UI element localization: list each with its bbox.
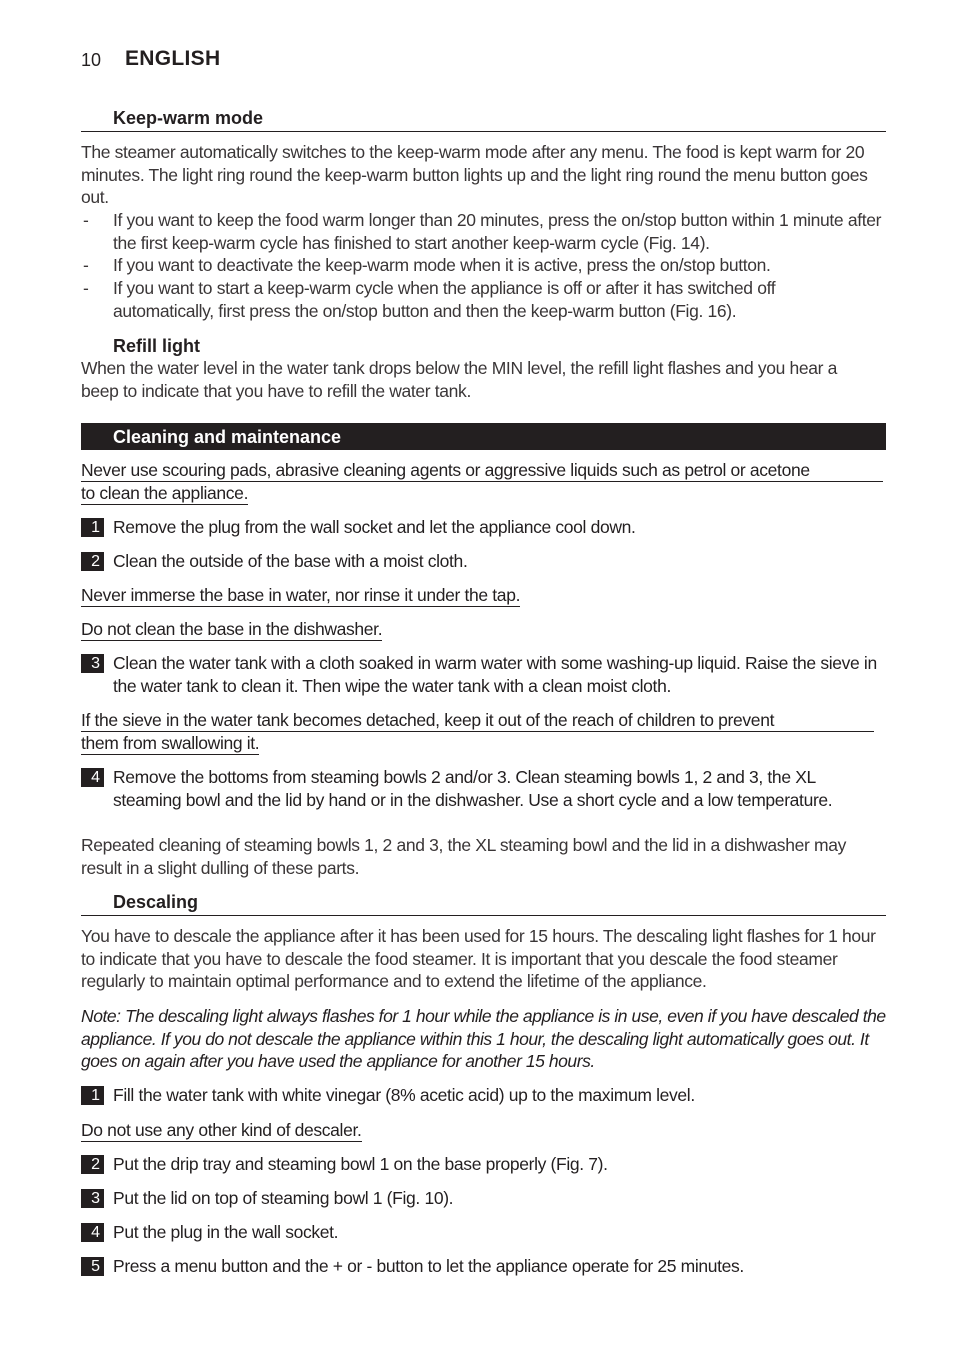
descaling-step-3: Put the lid on top of steaming bowl 1 (Fig. 10). [113, 1188, 454, 1208]
keep-warm-intro: The steamer automatically switches to the keep-warm mode after any menu. The food is kept warm for 20 minutes. The light ring round the keep-warm button lights up and the light ring round the menu button goes out. [81, 142, 868, 208]
cleaning-step-3: Clean the water tank with a cloth soaked in warm water with some washing-up liquid. Raise the sieve in the water tank to clean it. Then wipe the water tank with a clean moist cloth. [113, 653, 877, 696]
warning-immerse [81, 584, 520, 607]
step-number: 4 [81, 768, 104, 787]
section-heading-bar [81, 423, 886, 450]
warning-line: Do not clean the base in the dishwasher. [81, 619, 383, 639]
step-number: 1 [81, 1086, 104, 1105]
warning-line: Never immerse the base in water, nor rinse it under the tap. [81, 585, 521, 605]
warning-line: If the sieve in the water tank becomes detached, keep it out of the reach of children to prevent [81, 709, 874, 732]
descaling-step-1: Fill the water tank with white vinegar (8% acetic acid) up to the maximum level. [113, 1085, 695, 1105]
step-number: 5 [81, 1257, 104, 1276]
keep-warm-bullet: If you want to deactivate the keep-warm mode when it is active, press the on/stop button. [113, 255, 771, 275]
warning-line: Never use scouring pads, abrasive cleaning agents or aggressive liquids such as petrol or acetone [81, 459, 883, 482]
warning-line: them from swallowing it. [81, 733, 260, 753]
heading-rule [81, 131, 886, 132]
step-number: 3 [81, 654, 104, 673]
section-heading-keep-warm: Keep-warm mode [113, 108, 264, 128]
keep-warm-bullet: If you want to start a keep-warm cycle when the appliance is off or after it has switched off automatically, first press the on/stop button and then the keep-warm button (Fig. 16). [113, 278, 776, 321]
bullet-dash: - [83, 210, 89, 230]
subheading-refill-light: Refill light [113, 336, 200, 356]
step-number: 4 [81, 1223, 104, 1242]
heading-rule [81, 915, 886, 916]
refill-text: When the water level in the water tank drops below the MIN level, the refill light flashes and you hear a beep to indicate that you have to refill the water tank. [81, 358, 838, 401]
descaling-step-5: Press a menu button and the + or - button to let the appliance operate for 25 minutes. [113, 1256, 744, 1276]
page-number: 10 [81, 50, 102, 70]
descaling-step-4: Put the plug in the wall socket. [113, 1222, 339, 1242]
keep-warm-bullet: If you want to keep the food warm longer than 20 minutes, press the on/stop button within 1 minute after the first keep-warm cycle has finished to start another keep-warm cycle (Fig. 14). [113, 210, 882, 253]
cleaning-step-4: Remove the bottoms from steaming bowls 2 and/or 3. Clean steaming bowls 1, 2 and 3, the XL steaming bowl and the lid by hand or in the dishwasher. Use a short cycle and a low temperature. [113, 767, 833, 810]
descaling-intro: You have to descale the appliance after it has been used for 15 hours. The descaling light flashes for 1 hour to indicate that you have to descale the food steamer. It is important that you descale the food steamer regularly to maintain optimal performance and to extend the lifetime of the appliance. [81, 926, 876, 992]
warning-abrasives [81, 459, 891, 505]
bullet-dash: - [83, 278, 89, 298]
descaling-step-2: Put the drip tray and steaming bowl 1 on the base properly (Fig. 7). [113, 1154, 608, 1174]
step-number: 1 [81, 518, 104, 537]
warning-sieve [81, 709, 881, 755]
section-heading-cleaning: Cleaning and maintenance [113, 427, 342, 447]
dishwasher-note: Repeated cleaning of steaming bowls 1, 2 and 3, the XL steaming bowl and the lid in a dishwasher may result in a slight dulling of these parts. [81, 835, 846, 878]
cleaning-step-2: Clean the outside of the base with a moist cloth. [113, 551, 468, 571]
step-number: 2 [81, 552, 104, 571]
warning-descaler [81, 1119, 362, 1142]
step-number: 2 [81, 1155, 104, 1174]
cleaning-step-1: Remove the plug from the wall socket and let the appliance cool down. [113, 517, 636, 537]
language-label: ENGLISH [125, 47, 221, 70]
warning-dishwasher [81, 618, 382, 641]
descaling-note: Note: The descaling light always flashes for 1 hour while the appliance is in use, even if you have descaled the appliance. If you do not descale the appliance within this 1 hour, the descaling light automatically goes out. It goes on again after you have used the appliance for another 15 hours. [81, 1006, 886, 1072]
warning-line: to clean the appliance. [81, 483, 249, 503]
section-heading-descaling: Descaling [113, 892, 199, 912]
warning-line: Do not use any other kind of descaler. [81, 1120, 362, 1140]
step-number: 3 [81, 1189, 104, 1208]
bullet-dash: - [83, 255, 89, 275]
